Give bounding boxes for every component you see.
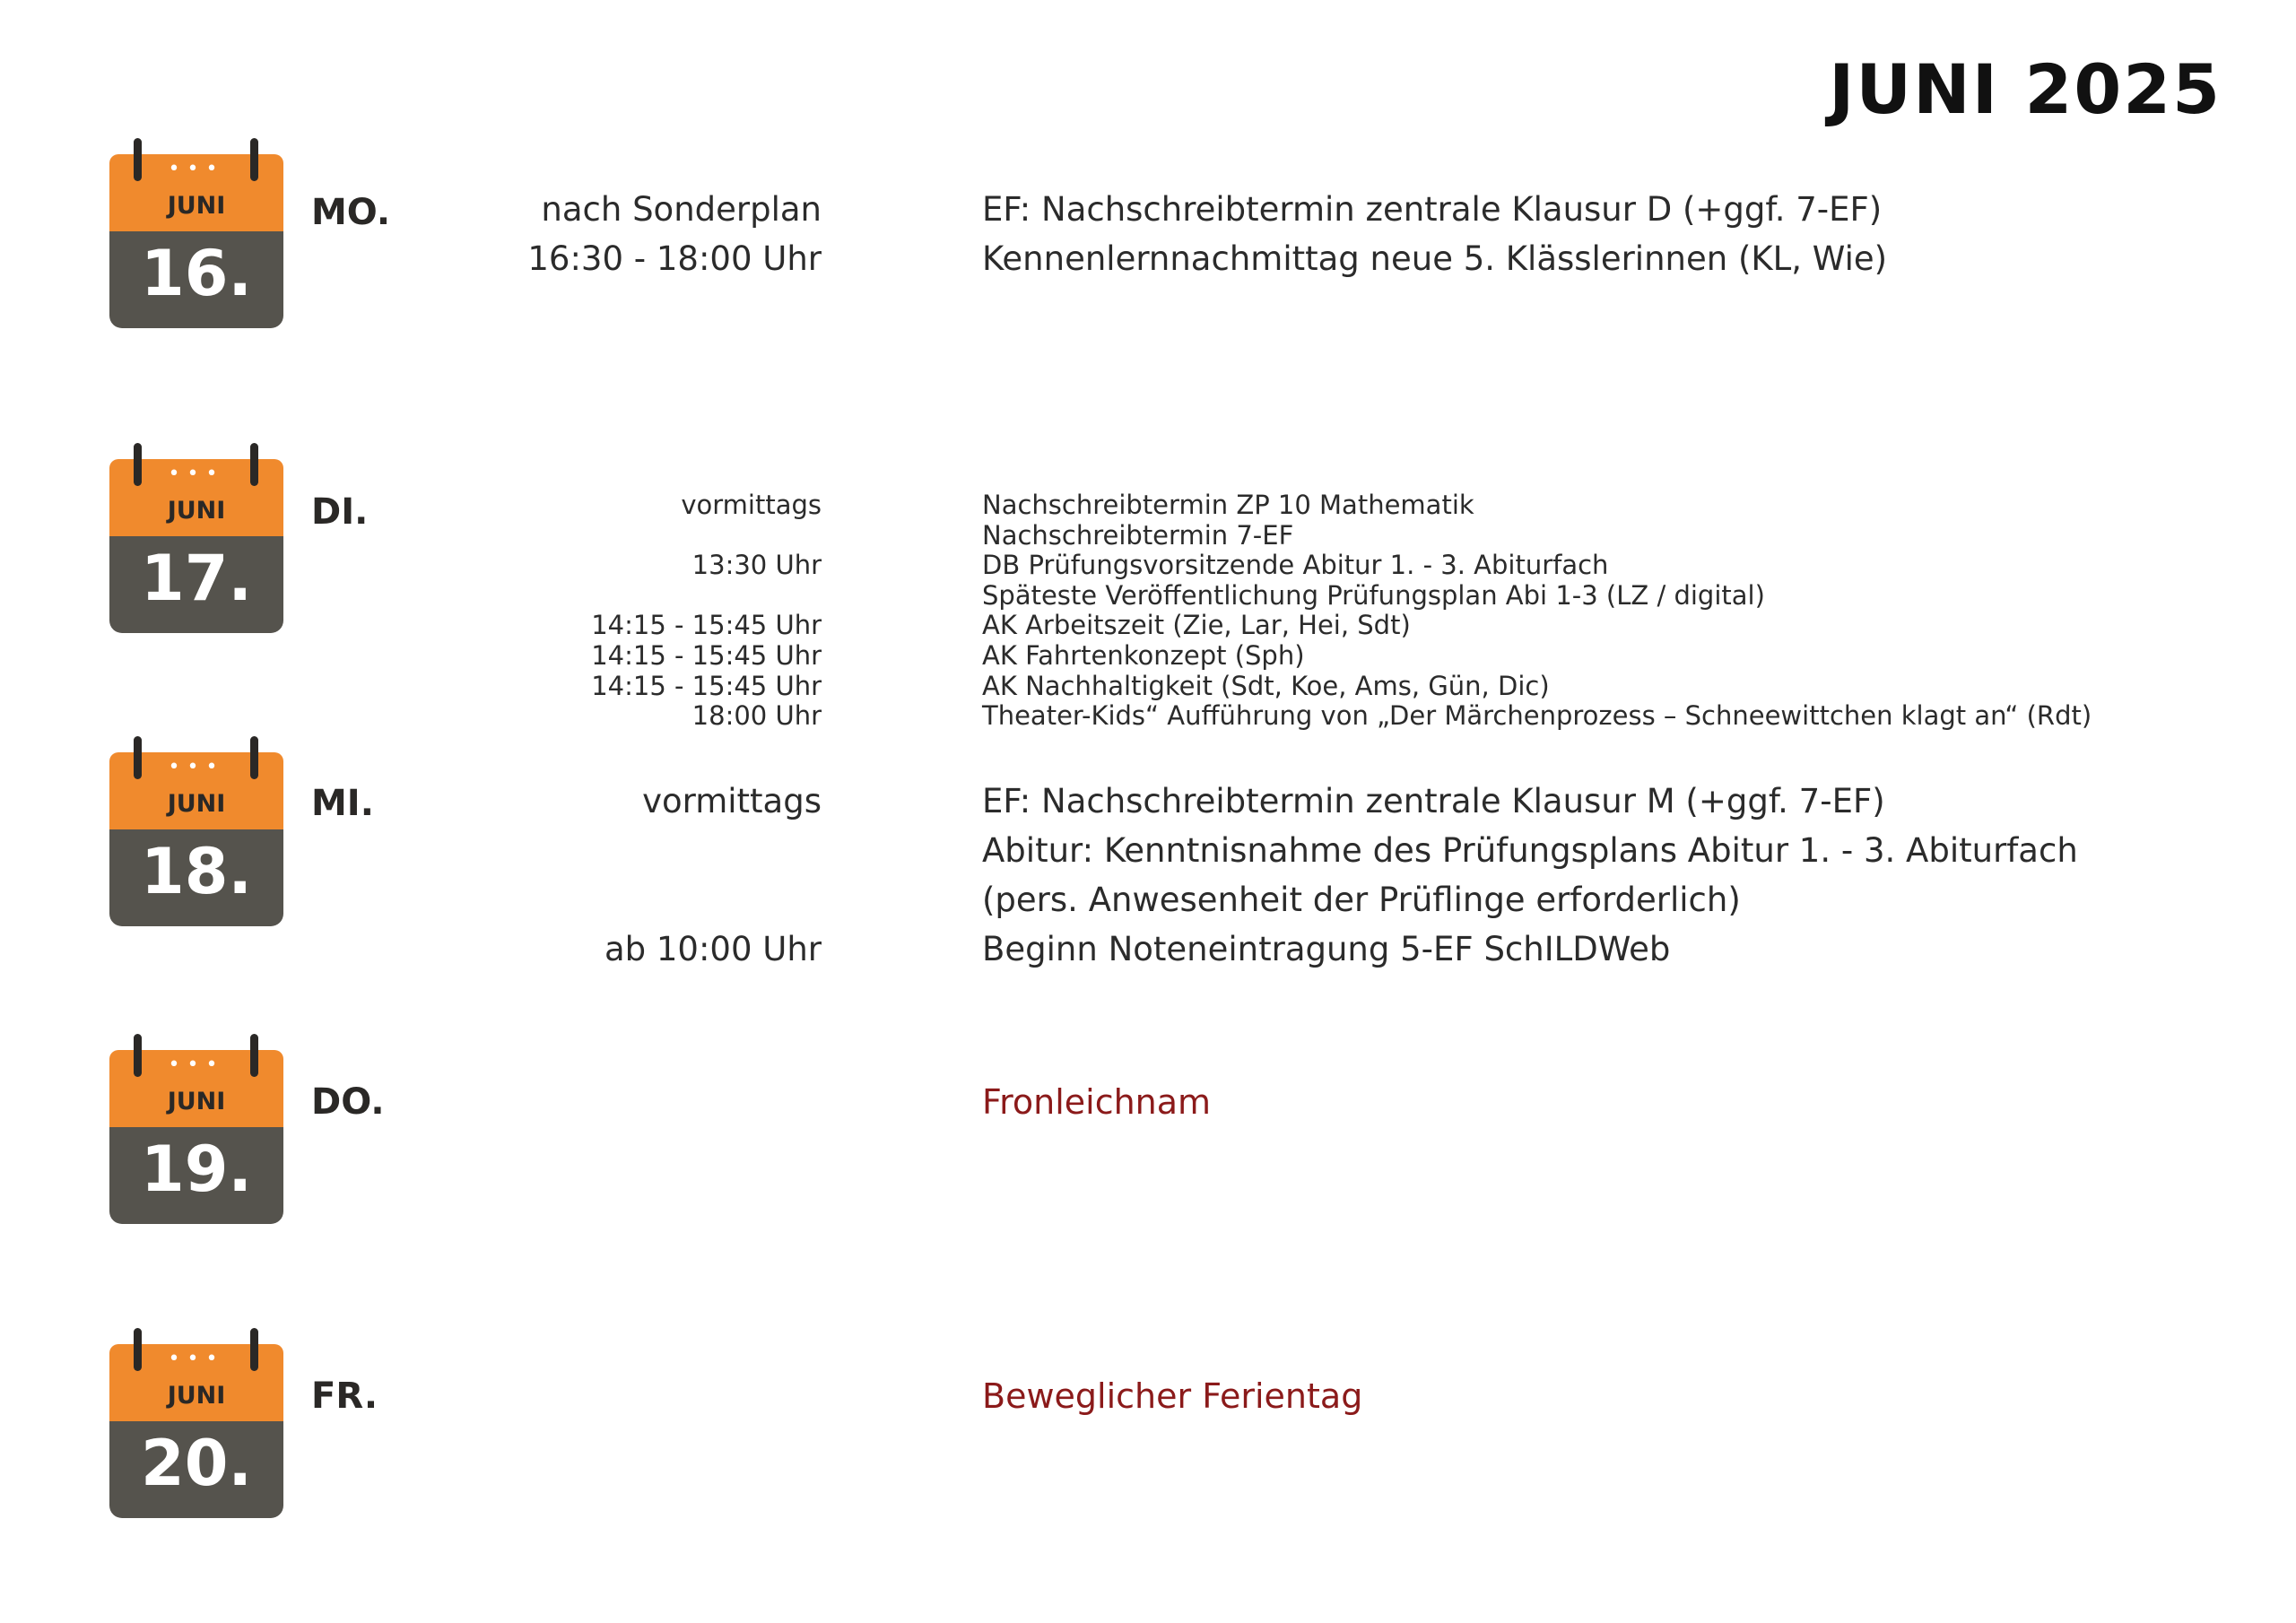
calendar-month: JUNI — [167, 1088, 226, 1115]
time-entry — [448, 875, 822, 924]
time-entry: vormittags — [681, 490, 822, 520]
calendar-icon: ••• JUNI 18. — [109, 736, 283, 926]
event-entry: Nachschreibtermin ZP 10 Mathematik — [982, 490, 1474, 520]
event-column — [982, 777, 2238, 974]
weekday-label: MI. — [311, 783, 374, 824]
event-entry: AK Arbeitszeit (Zie, Lar, Hei, Sdt) — [982, 610, 1411, 641]
event-entry: Theater-Kids“ Aufführung von „Der Märchenprozess – Schneewittchen klagt an“ (Rdt) — [982, 700, 2092, 732]
calendar-month: JUNI — [167, 1382, 226, 1410]
event-entry: AK Nachhaltigkeit (Sdt, Koe, Ams, Gün, Dic) — [982, 670, 1550, 701]
page-title: JUNI 2025 — [1829, 49, 2222, 129]
time-entry: 14:15 - 15:45 Uhr — [591, 639, 822, 671]
event-entry: EF: Nachschreibtermin zentrale Klausur M (+ggf. 7-EF) — [982, 782, 1885, 820]
time-entry: 18:00 Uhr — [691, 700, 822, 732]
time-entry — [448, 581, 822, 612]
time-entry: 14:15 - 15:45 Uhr — [591, 670, 822, 701]
event-entry: Nachschreibtermin 7-EF — [982, 519, 1294, 551]
event-entry: AK Fahrtenkonzept (Sph) — [982, 639, 1305, 671]
event-entry: Beginn Noteneintragung 5-EF SchILDWeb — [982, 930, 1671, 968]
calendar-date: 17. — [140, 542, 252, 615]
holiday-label: Fronleichnam — [982, 1082, 1212, 1122]
calendar-date: 19. — [140, 1133, 252, 1206]
time-column — [448, 185, 822, 283]
time-entry: ab 10:00 Uhr — [604, 930, 822, 968]
event-entry: Kennenlernnachmittag neue 5. Klässlerinnen (KL, Wie) — [982, 239, 1888, 278]
weekday-label: DO. — [311, 1081, 385, 1123]
event-entry: (pers. Anwesenheit der Prüflinge erforderlich) — [982, 881, 1741, 919]
calendar-icon: ••• JUNI 19. — [109, 1034, 283, 1224]
time-entry — [448, 826, 822, 875]
calendar-date: 16. — [140, 237, 252, 310]
time-entry: 14:15 - 15:45 Uhr — [591, 610, 822, 641]
holiday-label: Beweglicher Ferientag — [982, 1376, 1363, 1416]
time-column — [448, 490, 822, 732]
event-column — [982, 490, 2238, 732]
weekday-label: MO. — [311, 192, 391, 233]
calendar-date: 20. — [140, 1427, 252, 1500]
event-entry: Abitur: Kenntnisnahme des Prüfungsplans Abitur 1. - 3. Abiturfach — [982, 831, 2078, 870]
time-entry: vormittags — [642, 782, 822, 820]
calendar-icon: ••• JUNI 16. — [109, 138, 283, 328]
event-entry: DB Prüfungsvorsitzende Abitur 1. - 3. Abiturfach — [982, 550, 1609, 581]
calendar-month: JUNI — [167, 192, 226, 220]
time-entry: 13:30 Uhr — [691, 550, 822, 581]
calendar-month: JUNI — [167, 790, 226, 818]
calendar-icon: ••• JUNI 20. — [109, 1328, 283, 1518]
time-entry: 16:30 - 18:00 Uhr — [527, 239, 822, 278]
time-column — [448, 777, 822, 974]
event-entry: EF: Nachschreibtermin zentrale Klausur D (+ggf. 7-EF) — [982, 190, 1883, 229]
calendar-icon: ••• JUNI 17. — [109, 443, 283, 633]
event-entry: Späteste Veröffentlichung Prüfungsplan Abi 1-3 (LZ / digital) — [982, 579, 1765, 611]
weekday-label: DI. — [311, 491, 369, 533]
weekday-label: FR. — [311, 1376, 378, 1417]
calendar-month: JUNI — [167, 497, 226, 525]
event-column — [982, 185, 2238, 283]
time-entry — [448, 521, 822, 551]
calendar-date: 18. — [140, 835, 252, 908]
time-entry: nach Sonderplan — [541, 190, 822, 229]
